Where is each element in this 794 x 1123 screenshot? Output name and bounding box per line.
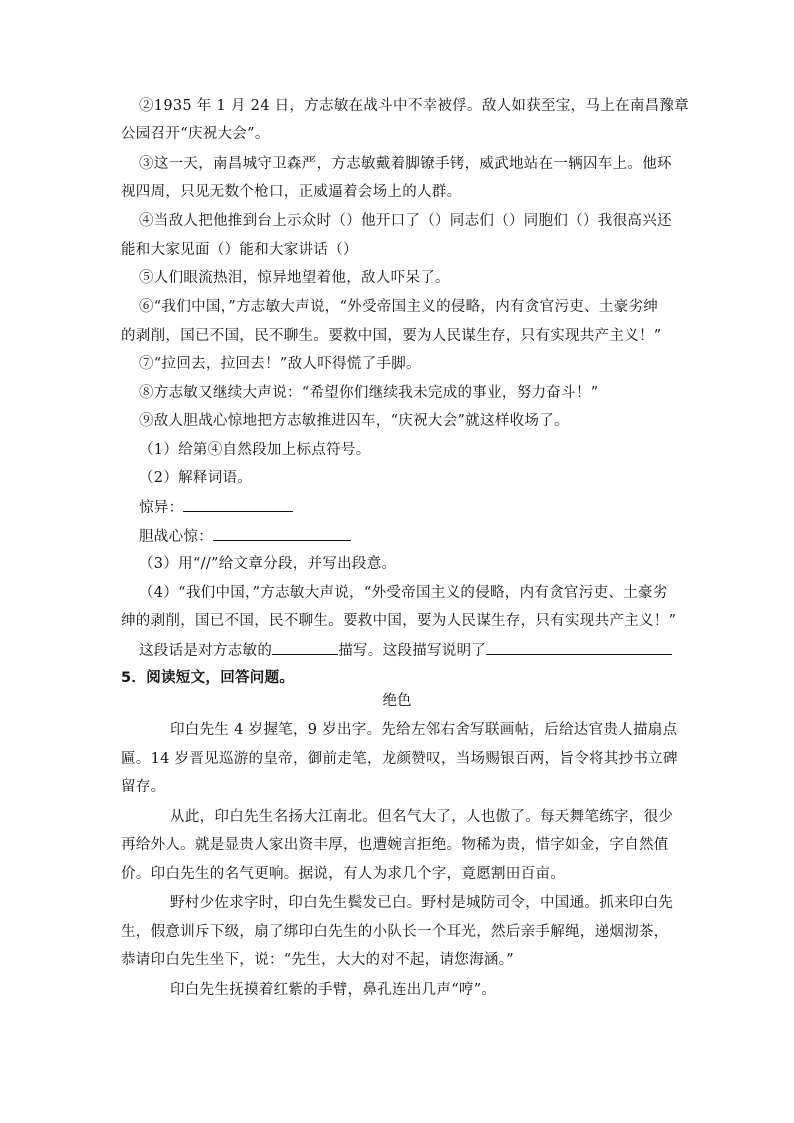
answer-blank-jingyi[interactable]: [183, 497, 293, 512]
paragraph-6-line-1: ⑥“我们中国，”方志敏大声说，“外受帝国主义的侵略，内有贪官污吏、土豪劣绅: [139, 299, 659, 315]
story-para-3-line-1: 野村少佐求字时，印白先生鬓发已白。野村是城防司令，中国通。抓来印白先: [170, 895, 674, 911]
story-para-2-line-1: 从此，印白先生名扬大江南北。但名气大了，人也傲了。每天舞笔练字，很少: [170, 809, 674, 825]
paragraph-7: ⑦“拉回去，拉回去！”敌人吓得慌了手脚。: [139, 356, 421, 372]
story-para-2-line-2: 再给外人。就是显贵人家出资丰厚，也遭婉言拒绝。物稀为贵，惜字如金，字自然值: [121, 837, 669, 853]
question-4-line-1: （4）“我们中国，”方志敏大声说，“外受帝国主义的侵略，内有贪官污吏、土豪劣: [139, 585, 668, 601]
paragraph-4-line-2: 能和大家见面（）能和大家讲话（）: [121, 242, 358, 258]
paragraph-2-line-2: 公园召开“庆祝大会”。: [121, 126, 270, 142]
section-5-heading: 5．阅读短文，回答问题。: [121, 670, 295, 686]
answer-blank-description-type[interactable]: [272, 640, 338, 655]
question-4b: [139, 640, 672, 661]
story-para-1-line-3: 留存。: [121, 779, 166, 795]
question-3: （3）用“//”给文章分段，并写出段意。: [139, 556, 397, 572]
question-4b-middle: 描写。这段描写说明了: [338, 643, 487, 659]
question-2b-label: 胆战心惊：: [139, 529, 213, 545]
paragraph-3-line-1: ③这一天，南昌城守卫森严，方志敏戴着脚镣手铐，威武地站在一辆囚车上。他环: [139, 156, 672, 172]
paragraph-6-line-2: 的剥削，国已不国，民不聊生。要救中国，要为人民谋生存，只有实现共产主义！”: [121, 328, 662, 344]
paragraph-5: ⑤人们眼流热泪，惊异地望着他，敌人吓呆了。: [139, 270, 450, 286]
story-para-1-line-2: 匾。14 岁晋见巡游的皇帝，御前走笔，龙颜赞叹，当场赐银百两，旨令将其抄书立碑: [121, 751, 678, 767]
question-2a-label: 惊异：: [139, 500, 184, 516]
question-2: （2）解释词语。: [139, 470, 253, 486]
story-para-3-line-2: 生，假意训斥下级，扇了绑印白先生的小队长一个耳光，然后亲手解绳，递烟沏茶，: [121, 924, 669, 940]
question-2a: [139, 497, 293, 518]
answer-blank-danzhanxinjing[interactable]: [213, 526, 351, 541]
story-para-2-line-3: 价。印白先生的名气更响。据说，有人为求几个字，竟愿割田百亩。: [121, 866, 565, 882]
paragraph-9: ⑨敌人胆战心惊地把方志敏推进囚车，“庆祝大会”就这样收场了。: [139, 413, 569, 429]
question-4-line-2: 绅的剥削，国已不国，民不聊生。要救中国，要为人民谋生存，只有实现共产主义！”: [121, 613, 677, 629]
question-1: （1）给第④自然段加上标点符号。: [139, 442, 371, 458]
story-title: 绝色: [382, 693, 412, 709]
paragraph-8: ⑧方志敏又继续大声说：“希望你们继续我未完成的事业，努力奋斗！”: [139, 385, 599, 401]
story-para-1-line-1: 印白先生 4 岁握笔，9 岁出字。先给左邻右舍写联画帖，后给达官贵人描扇点: [170, 722, 678, 738]
answer-blank-description-meaning[interactable]: [486, 640, 672, 655]
paragraph-4-line-1: ④当敌人把他推到台上示众时（）他开口了（）同志们（）同胞们（）我很高兴还: [139, 213, 672, 229]
story-para-4: 印白先生抚摸着红紫的手臂，鼻孔连出几声“哼”。: [170, 982, 497, 998]
paragraph-2-line-1: ②1935 年 1 月 24 日，方志敏在战斗中不幸被俘。敌人如获至宝，马上在南昌豫章: [139, 98, 690, 114]
question-2b: [139, 526, 351, 547]
question-4b-prefix: 这段话是对方志敏的: [139, 643, 273, 659]
paragraph-3-line-2: 视四周，只见无数个枪口，正威逼着会场上的人群。: [121, 184, 462, 200]
story-para-3-line-3: 恭请印白先生坐下，说：“先生，大大的对不起，请您海涵。”: [121, 952, 514, 968]
